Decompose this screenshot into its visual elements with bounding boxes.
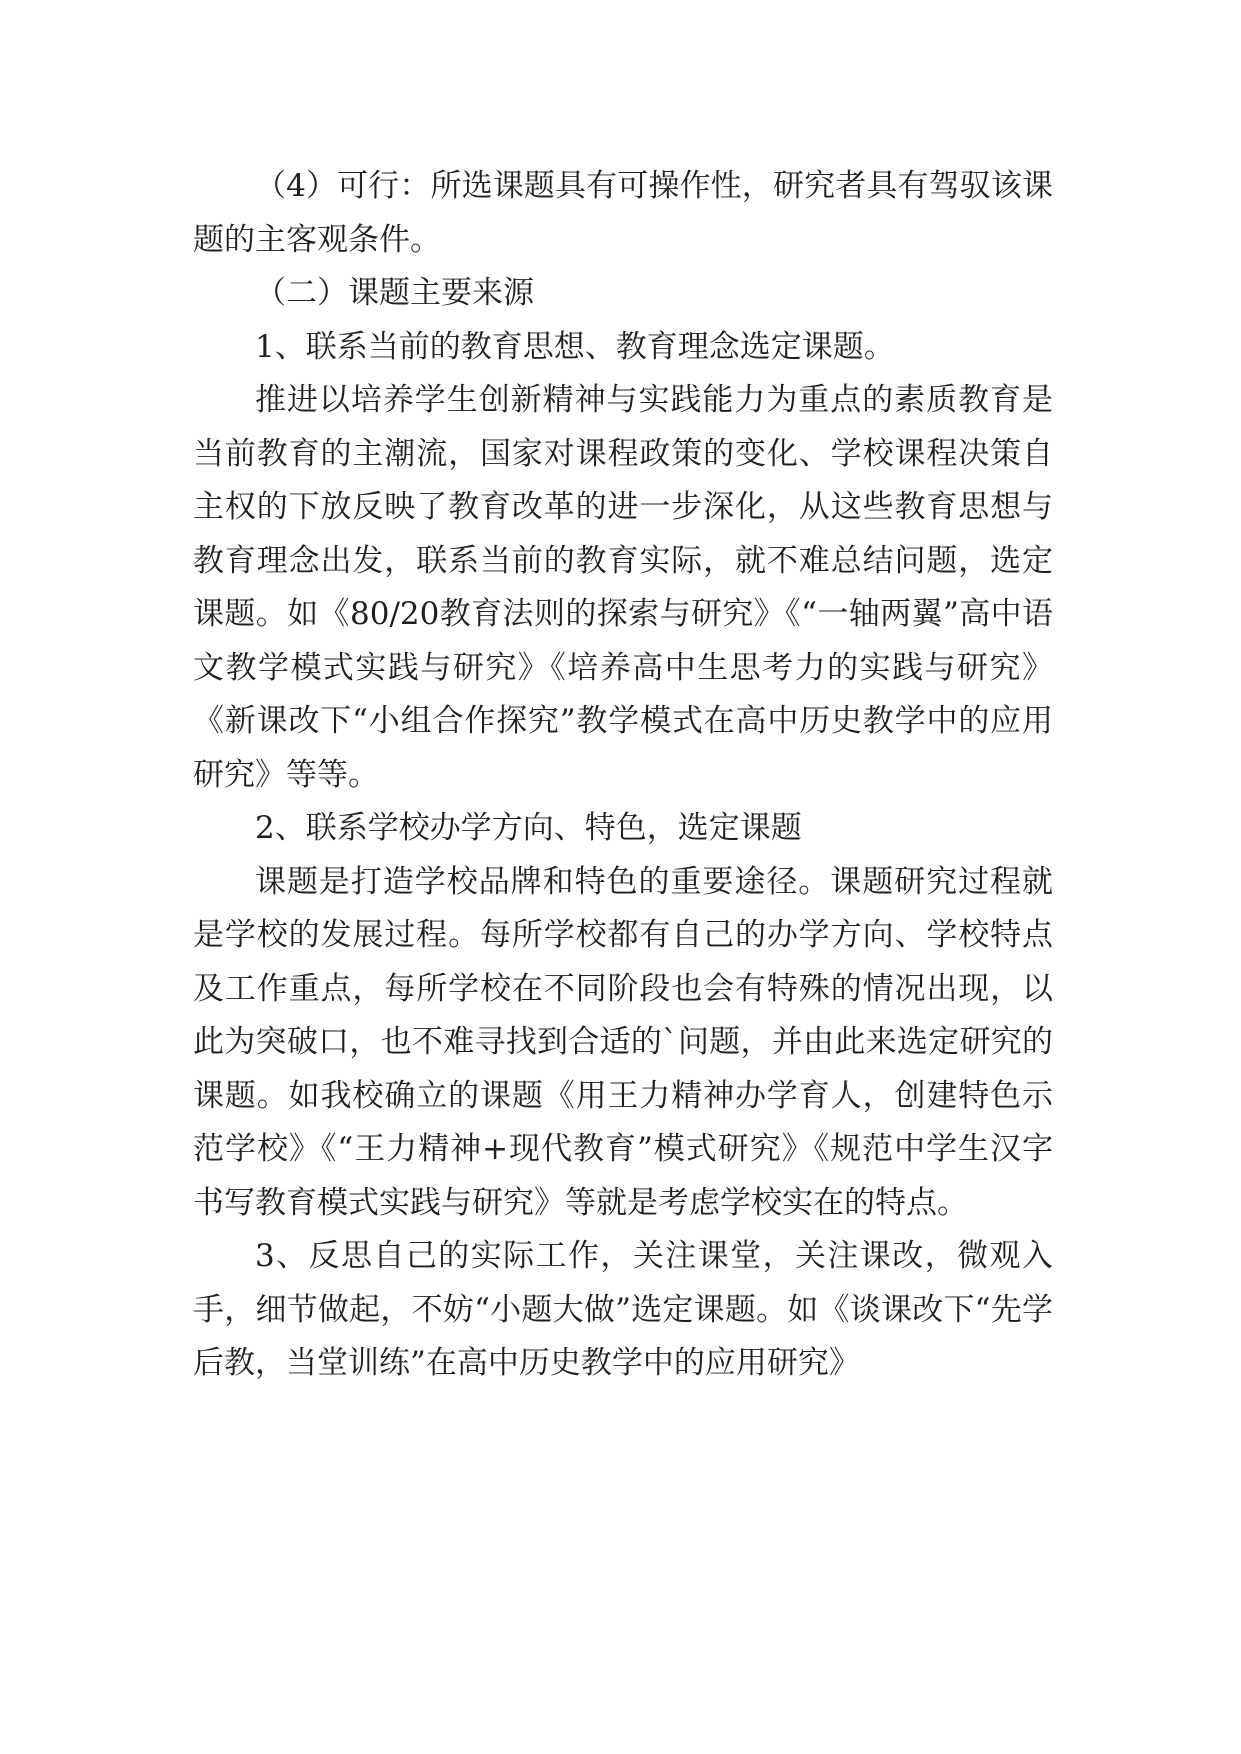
paragraph-education-ideas: 推进以培养学生创新精神与实践能力为重点的素质教育是当前教育的主潮流，国家对课程政策的变化、学校课程决策自主权的下放反映了教育改革的进一步深化，从这些教育思想与教育理念出发，联系当前的教育实际，就不难总结问题，选定课题。如《80/20教育法则的探索与研究》《“一轴两翼”高中语文教学模式实践与研究》《培养高中生思考力的实践与研究》《新课改下“小组合作探究”教学模式在高中历史教学中的应用研究》等等。	[193, 382, 1053, 793]
section-heading-topic-sources: （二）课题主要来源	[255, 275, 534, 311]
paragraph-feasibility: （4）可行：所选课题具有可操作性，研究者具有驾驭该课题的主客观条件。	[193, 168, 1053, 258]
document-body	[193, 160, 1053, 1391]
paragraph-school-features: 课题是打造学校品牌和特色的重要途径。课题研究过程就是学校的发展过程。每所学校都有自己的办学方向、学校特点及工作重点，每所学校在不同阶段也会有特殊的情况出现，以此为突破口，也不难寻找到合适的`问题，并由此来选定研究的课题。如我校确立的课题《用王力精神办学育人，创建特色示范学校》《“王力精神+现代教育”模式研究》《规范中学生汉字书写教育模式实践与研究》等就是考虑学校实在的特点。	[193, 863, 1053, 1221]
paragraph-reflect-work: 3、反思自己的实际工作，关注课堂，关注课改，微观入手，细节做起，不妨“小题大做”选定课题。如《谈课改下“先学后教，当堂训练”在高中历史教学中的应用研究》	[193, 1238, 1053, 1381]
subheading-1: 1、联系当前的教育思想、教育理念选定课题。	[255, 328, 895, 365]
subheading-2: 2、联系学校办学方向、特色，选定课题	[255, 810, 802, 846]
